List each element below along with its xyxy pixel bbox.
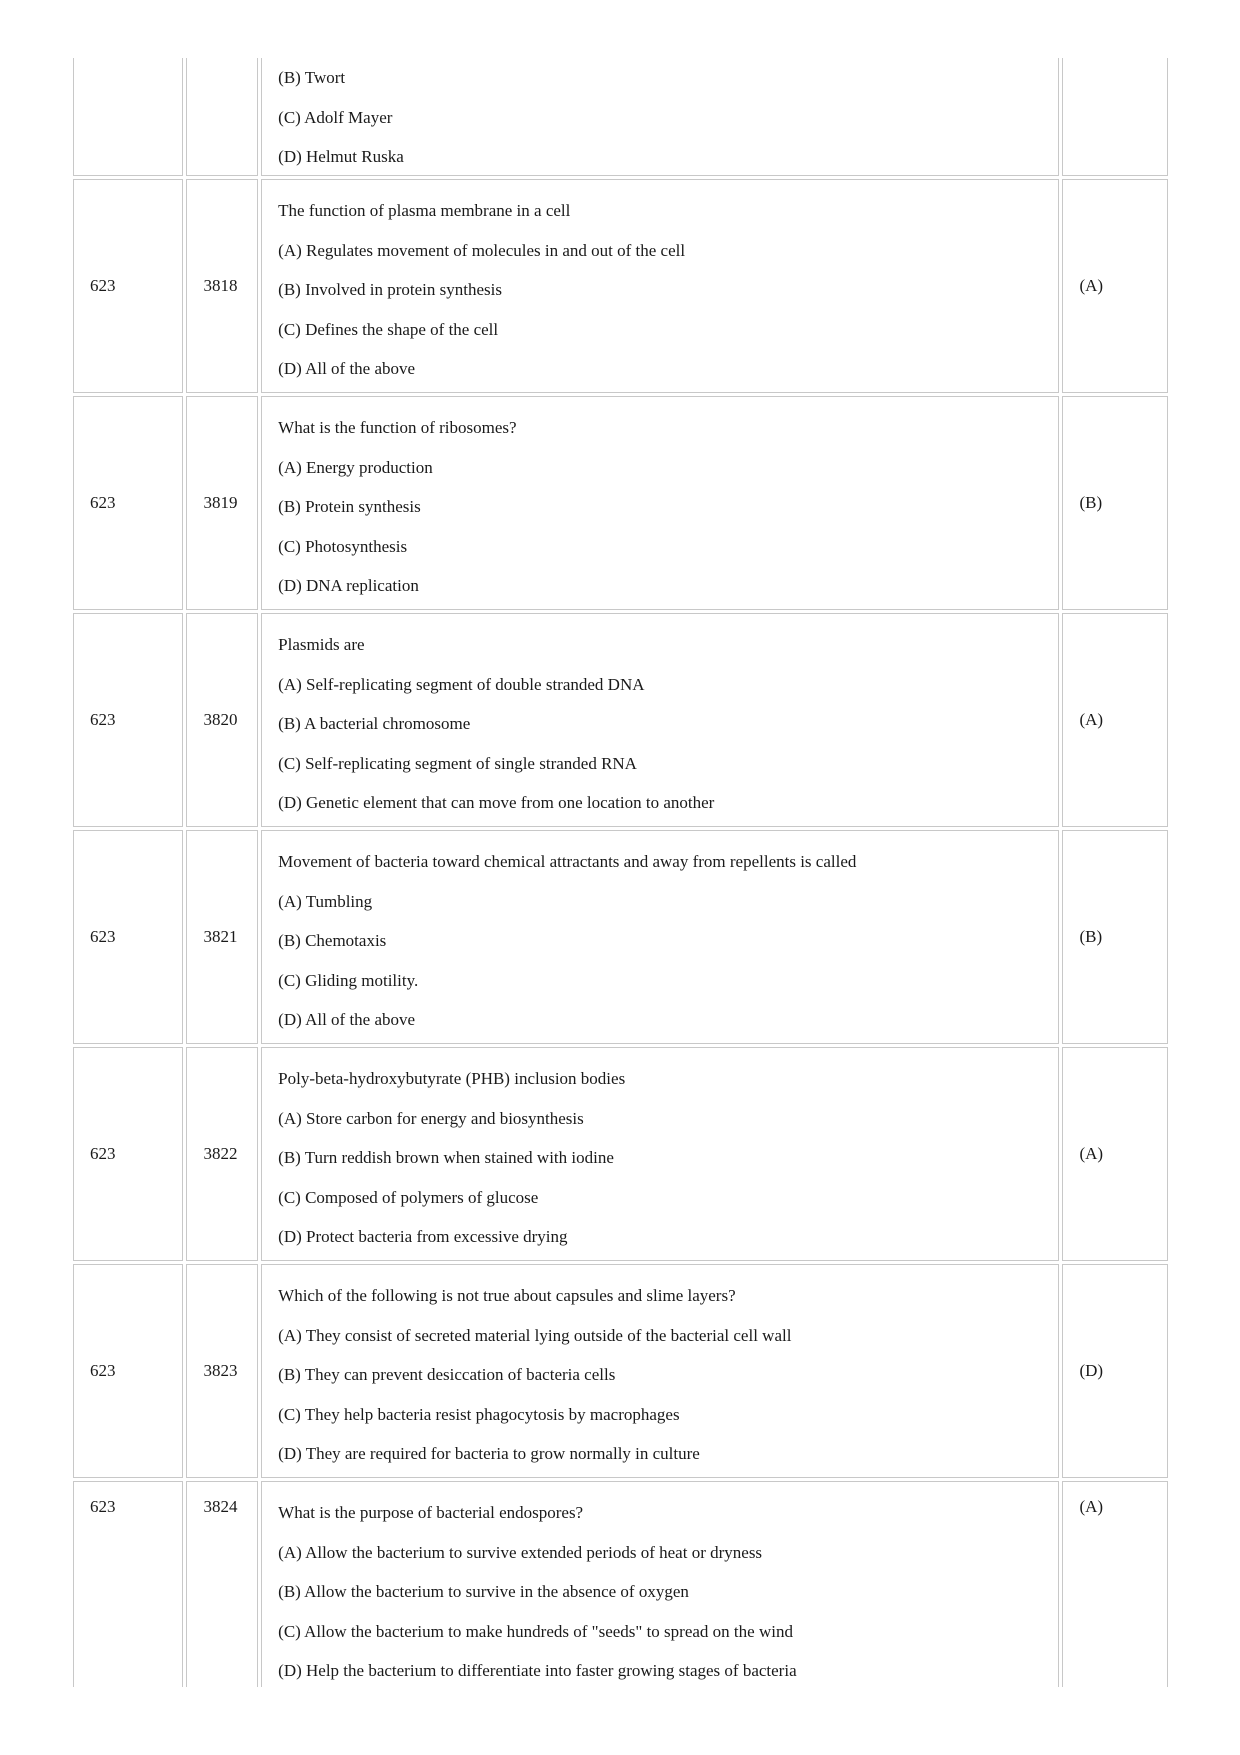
option-b: (B) Allow the bacterium to survive in the absence of oxygen	[278, 1582, 689, 1602]
option-a: (A) Allow the bacterium to survive extended periods of heat or dryness	[278, 1542, 763, 1562]
question-cell	[261, 58, 1059, 176]
option-d: (D) DNA replication	[278, 576, 419, 596]
option-d: (D) Genetic element that can move from one location to another	[278, 793, 715, 813]
answer-key: (A)	[1079, 1144, 1104, 1163]
set-number: 623	[90, 927, 116, 946]
set-cell	[73, 58, 183, 176]
question-cell	[261, 613, 1059, 827]
option-d: (D) Helmut Ruska	[278, 147, 404, 167]
option-c: (C) Composed of polymers of glucose	[278, 1187, 539, 1207]
table-row	[73, 1481, 1168, 1687]
set-cell	[73, 179, 183, 393]
set-number: 623	[90, 1144, 116, 1163]
answer-key: (B)	[1079, 927, 1103, 946]
option-b: (B) They can prevent desiccation of bacteria cells	[278, 1365, 616, 1385]
option-b: (B) Twort	[278, 68, 346, 87]
question-cell	[261, 1047, 1059, 1261]
question-id: 3823	[203, 1361, 238, 1380]
answer-cell	[1062, 396, 1168, 610]
option-c: (C) Allow the bacterium to make hundreds of "seeds" to spread on the wind	[278, 1621, 793, 1641]
option-d: (D) All of the above	[278, 359, 416, 379]
answer-key: (A)	[1079, 276, 1104, 295]
answer-cell	[1062, 58, 1168, 176]
question-id-cell	[186, 179, 258, 393]
question-cell	[261, 830, 1059, 1044]
option-a: (A) Self-replicating segment of double stranded DNA	[278, 674, 645, 694]
answer-key: (A)	[1079, 710, 1104, 729]
set-cell	[73, 830, 183, 1044]
option-b: (B) Chemotaxis	[278, 931, 387, 951]
set-number: 623	[90, 1361, 116, 1380]
table-row	[73, 613, 1168, 827]
question-id: 3824	[203, 1497, 238, 1516]
option-b: (B) A bacterial chromosome	[278, 714, 471, 734]
option-b: (B) Protein synthesis	[278, 497, 421, 517]
question-table	[73, 58, 1168, 1690]
set-number: 623	[90, 493, 116, 512]
option-d: (D) They are required for bacteria to grow normally in culture	[278, 1444, 700, 1464]
answer-cell	[1062, 613, 1168, 827]
set-cell	[73, 1047, 183, 1261]
option-d: (D) Protect bacteria from excessive drying	[278, 1227, 568, 1247]
option-a: (A) Regulates movement of molecules in and out of the cell	[278, 240, 686, 260]
set-number: 623	[90, 1497, 116, 1516]
answer-key: (D)	[1079, 1361, 1104, 1380]
question-id-cell	[186, 1264, 258, 1478]
table-row	[73, 1047, 1168, 1261]
option-a: (A) Store carbon for energy and biosynthesis	[278, 1108, 584, 1128]
question-id-cell	[186, 58, 258, 176]
table-row	[73, 1264, 1168, 1478]
question-id: 3821	[203, 927, 238, 946]
question-id-cell	[186, 1481, 258, 1687]
question-text: Which of the following is not true about capsules and slime layers?	[278, 1286, 736, 1305]
option-a: (A) Tumbling	[278, 891, 373, 911]
option-b: (B) Involved in protein synthesis	[278, 280, 502, 300]
table-row	[73, 830, 1168, 1044]
answer-cell	[1062, 1264, 1168, 1478]
option-d: (D) All of the above	[278, 1010, 416, 1030]
table-row	[73, 58, 1168, 176]
answer-cell	[1062, 830, 1168, 1044]
question-cell	[261, 396, 1059, 610]
set-cell	[73, 1481, 183, 1687]
question-text: Plasmids are	[278, 635, 365, 654]
question-cell	[261, 179, 1059, 393]
option-d: (D) Help the bacterium to differentiate into faster growing stages of bacteria	[278, 1661, 797, 1681]
option-c: (C) Self-replicating segment of single stranded RNA	[278, 753, 637, 773]
question-text: The function of plasma membrane in a cell	[278, 201, 571, 220]
set-cell	[73, 613, 183, 827]
question-text: Poly-beta-hydroxybutyrate (PHB) inclusion bodies	[278, 1069, 626, 1088]
table-row	[73, 179, 1168, 393]
question-id-cell	[186, 613, 258, 827]
option-a: (A) Energy production	[278, 457, 433, 477]
option-b: (B) Turn reddish brown when stained with iodine	[278, 1148, 614, 1168]
option-a: (A) They consist of secreted material lying outside of the bacterial cell wall	[278, 1325, 792, 1345]
answer-key: (A)	[1079, 1497, 1104, 1516]
question-id: 3818	[203, 276, 238, 295]
answer-key: (B)	[1079, 493, 1103, 512]
option-c: (C) Gliding motility.	[278, 970, 419, 990]
answer-cell	[1062, 1481, 1168, 1687]
answer-cell	[1062, 1047, 1168, 1261]
question-id: 3820	[203, 710, 238, 729]
set-cell	[73, 1264, 183, 1478]
question-id: 3822	[203, 1144, 238, 1163]
option-c: (C) Defines the shape of the cell	[278, 319, 499, 339]
set-number: 623	[90, 710, 116, 729]
question-id-cell	[186, 396, 258, 610]
set-cell	[73, 396, 183, 610]
option-c: (C) Photosynthesis	[278, 536, 408, 556]
option-c: (C) Adolf Mayer	[278, 107, 393, 127]
set-number: 623	[90, 276, 116, 295]
table-row	[73, 396, 1168, 610]
answer-cell	[1062, 179, 1168, 393]
question-cell	[261, 1264, 1059, 1478]
question-text: What is the purpose of bacterial endospores?	[278, 1503, 584, 1522]
question-id: 3819	[203, 493, 238, 512]
option-c: (C) They help bacteria resist phagocytosis by macrophages	[278, 1404, 680, 1424]
question-id-cell	[186, 1047, 258, 1261]
question-id-cell	[186, 830, 258, 1044]
question-text: Movement of bacteria toward chemical attractants and away from repellents is called	[278, 852, 857, 871]
question-cell	[261, 1481, 1059, 1687]
question-text: What is the function of ribosomes?	[278, 418, 517, 437]
